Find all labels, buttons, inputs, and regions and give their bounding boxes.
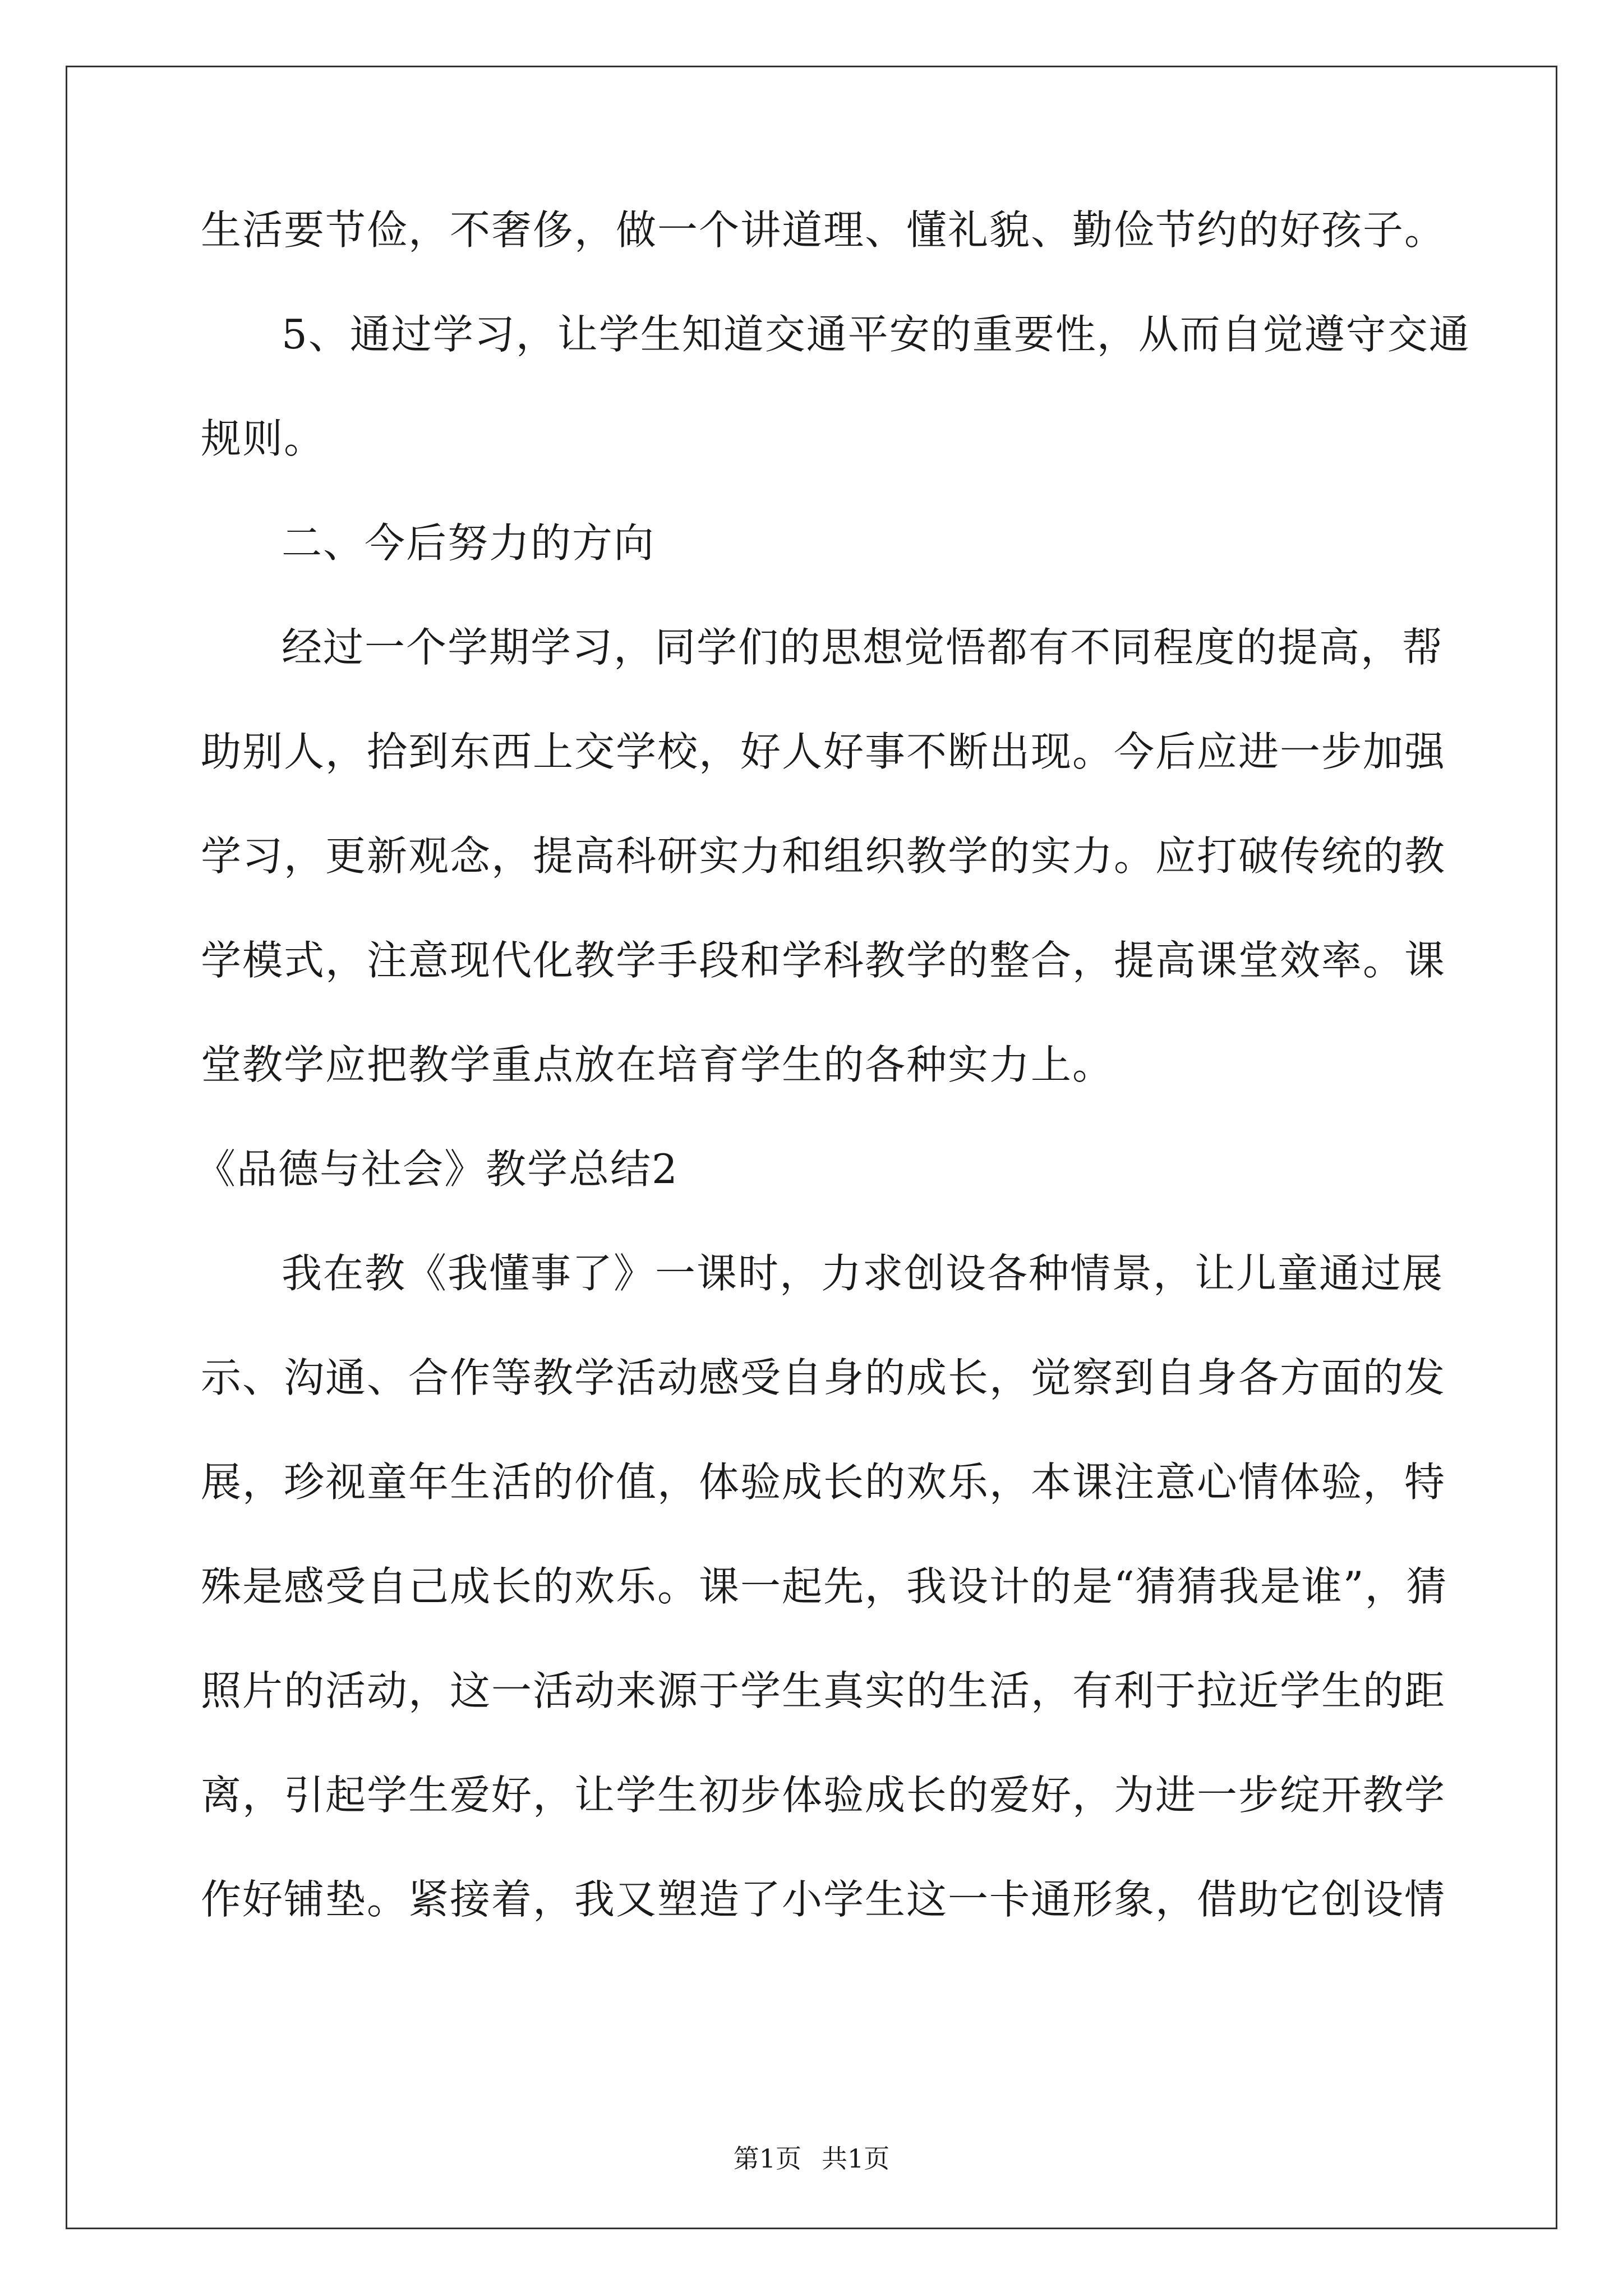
page-number: 第1页	[733, 2143, 801, 2174]
article-title: 《品德与社会》教学总结2	[195, 1145, 679, 1193]
text-line: 学模式，注意现代化教学手段和学科教学的整合，提高课堂效率。课	[201, 937, 1446, 984]
page-footer	[0, 2142, 1623, 2175]
text-line: 展，珍视童年生活的价值，体验成长的欢乐，本课注意心情体验，特	[201, 1458, 1446, 1506]
text-line: 堂教学应把教学重点放在培育学生的各种实力上。	[201, 1041, 1114, 1088]
text-line: 学习，更新观念，提高科研实力和组织教学的实力。应打破传统的教	[201, 832, 1446, 880]
text-line: 作好铺垫。紧接着，我又塑造了小学生这一卡通形象，借助它创设情	[201, 1876, 1446, 1923]
text-line: 我在教《我懂事了》一课时，力求创设各种情景，让儿童通过展	[282, 1250, 1444, 1297]
text-line: 示、沟通、合作等教学活动感受自身的成长，觉察到自身各方面的发	[201, 1354, 1446, 1401]
text-line: 殊是感受自己成长的欢乐。课一起先，我设计的是“猜猜我是谁”，猜	[201, 1563, 1448, 1610]
text-line: 生活要节俭，不奢侈，做一个讲道理、懂礼貌、勤俭节约的好孩子。	[201, 206, 1446, 254]
section-heading: 二、今后努力的方向	[282, 519, 656, 567]
text-line: 规则。	[201, 415, 326, 462]
text-line: 5、通过学习，让学生知道交通平安的重要性，从而自觉遵守交通	[282, 311, 1470, 358]
page-total: 共1页	[822, 2143, 890, 2174]
text-line: 照片的活动，这一活动来源于学生真实的生活，有利于拉近学生的距	[201, 1667, 1446, 1714]
text-line: 离，引起学生爱好，让学生初步体验成长的爱好，为进一步绽开教学	[201, 1772, 1446, 1819]
text-line: 经过一个学期学习，同学们的思想觉悟都有不同程度的提高，帮	[282, 624, 1444, 671]
text-line: 助别人，拾到东西上交学校，好人好事不断出现。今后应进一步加强	[201, 728, 1446, 775]
